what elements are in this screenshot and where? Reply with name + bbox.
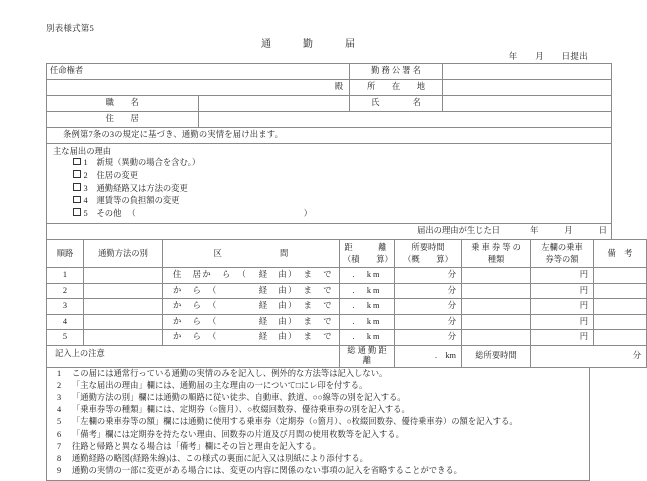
row-remarks-field[interactable] (594, 283, 647, 299)
row-ticket-type-field[interactable] (462, 314, 531, 330)
note-text: 「乗車券等の種類」欄には、定期券（○箇月）、○枚綴回数券、優待乗車券の別を記入する。 (72, 405, 410, 415)
reason-number: 3 (83, 183, 88, 193)
table-row (47, 112, 612, 128)
reason-label: 住居の変更 (96, 170, 138, 180)
note-text: 通勤の実情の一部に変更がある場合には、変更の内容に関係のない事項の記入を省略することができる。 (72, 466, 462, 476)
row-to: ） ま で (288, 270, 333, 280)
reason-item-2[interactable] (51, 170, 611, 183)
occurrence-month: 月 (564, 225, 573, 235)
col-remarks: 備 考 (594, 240, 647, 268)
checkbox-icon[interactable] (73, 196, 81, 204)
col-time-line2: （概 算） (403, 254, 453, 264)
reason-item-1[interactable] (51, 157, 611, 170)
reason-label: 運賃等の負担額の変更 (96, 196, 180, 206)
job-title-field[interactable] (198, 96, 350, 112)
table-row (47, 96, 612, 112)
reason-item-5[interactable] (51, 208, 611, 221)
residence-label: 住 居 (47, 112, 199, 128)
row-section[interactable] (163, 314, 340, 330)
row-section-inner (163, 286, 339, 296)
reason-number: 4 (83, 196, 88, 206)
title-row (46, 34, 590, 50)
reason-label: 新規（異動の場合を含む。） (96, 158, 201, 168)
row-method-field[interactable] (84, 299, 163, 315)
note-text: 通勤経路の略図(経路朱線)は、この様式の裏面に記入又は別紙により添付する。 (72, 453, 368, 463)
row-method-field[interactable] (84, 268, 163, 284)
row-via: 経 由 (258, 301, 289, 311)
row-ticket-type-field[interactable] (462, 330, 531, 346)
row-from-suffix: か ら （ (173, 285, 218, 295)
row-cost[interactable]: 円 (531, 268, 594, 284)
row-time[interactable]: 分 (395, 299, 462, 315)
legal-statement: 条例第7条の3の規定に基づき、通勤の実情を届け出ます。 (47, 128, 612, 144)
row-via: 経 由 (258, 316, 289, 326)
row-from: 住 居 (173, 270, 203, 280)
reason-item-3[interactable] (51, 183, 611, 196)
row-method-field[interactable] (84, 314, 163, 330)
residence-field[interactable] (198, 112, 612, 128)
table-row (47, 367, 590, 481)
row-via: 経 由 (258, 285, 289, 295)
other-open-paren: （ (127, 208, 136, 218)
other-close-paren: ） (303, 208, 313, 218)
col-ticket-type (462, 240, 531, 268)
row-section[interactable] (163, 299, 340, 315)
table-row (47, 128, 612, 144)
col-ticket-cost (531, 240, 594, 268)
header-table (46, 63, 612, 239)
row-remarks-field[interactable] (594, 314, 647, 330)
notes-list-cell (47, 367, 590, 481)
row-section[interactable] (163, 330, 340, 346)
note-number: 6 (57, 429, 62, 439)
occurrence-inner (417, 226, 607, 236)
row-via: 経 由 (258, 270, 289, 280)
note-item-4 (53, 404, 585, 416)
row-ticket-type-field[interactable] (462, 283, 531, 299)
note-text: 「通勤方法の別」欄には通勤の順路に従い徒歩、自動車、鉄道、○○線等の別を記入する。 (72, 392, 406, 402)
row-section[interactable] (163, 268, 340, 284)
row-time[interactable]: 分 (395, 314, 462, 330)
note-item-6 (53, 429, 585, 441)
note-number: 8 (57, 453, 62, 463)
note-item-3 (53, 392, 585, 404)
row-to: ） ま で (288, 316, 333, 326)
row-time[interactable]: 分 (395, 330, 462, 346)
reasons-block (47, 144, 611, 223)
col-ticket-cost-line2: 券等の額 (545, 254, 579, 264)
table-row (47, 80, 612, 96)
office-name-field[interactable] (443, 64, 612, 80)
location-field[interactable] (443, 80, 612, 96)
row-cost[interactable]: 円 (531, 283, 594, 299)
note-number: 9 (57, 466, 62, 476)
total-time-value[interactable]: 分 (531, 345, 647, 367)
row-to: ） ま で (288, 285, 333, 295)
col-section: 区 間 (163, 240, 340, 268)
reason-number: 5 (83, 208, 88, 218)
col-method: 通勤方法の別 (84, 240, 163, 268)
job-title-label: 職 名 (47, 96, 199, 112)
row-method-field[interactable] (84, 330, 163, 346)
name-label: 氏 名 (350, 96, 443, 112)
note-item-7 (53, 441, 585, 453)
row-method-field[interactable] (84, 283, 163, 299)
table-row (47, 299, 647, 315)
total-distance-value[interactable]: . km (395, 345, 462, 367)
note-number: 1 (57, 368, 62, 378)
row-section[interactable] (163, 283, 340, 299)
row-distance[interactable]: . km (340, 268, 395, 284)
note-text: 往路と帰路と異なる場合は「備考」欄にその旨と理由を記入する。 (72, 441, 321, 451)
row-cost[interactable]: 円 (531, 314, 594, 330)
note-item-1 (53, 368, 585, 380)
note-text: この届には通常行っている通勤の実情のみを記入し、例外的な方法等は記入しない。 (72, 368, 388, 378)
row-distance[interactable]: . km (340, 299, 395, 315)
route-table (46, 239, 647, 367)
col-time-line1: 所要時間 (411, 242, 445, 252)
page-title: 通 勤 届 (261, 39, 366, 50)
notes-list (53, 368, 585, 478)
row-section-inner (163, 270, 339, 280)
col-distance (340, 240, 395, 268)
form-number: 別表様式第5 (46, 23, 94, 33)
col-distance-line2: （積 算） (343, 254, 393, 264)
row-order: 5 (47, 330, 84, 346)
row-remarks-field[interactable] (594, 299, 647, 315)
table-row (47, 314, 647, 330)
table-row (47, 268, 647, 284)
notes-block (47, 346, 339, 362)
note-number: 7 (57, 441, 62, 451)
note-number: 4 (57, 405, 62, 415)
row-order: 2 (47, 283, 84, 299)
location-label: 所 在 地 (350, 80, 443, 96)
row-via: 経 由 (258, 332, 289, 342)
total-time-label: 総所要時間 (462, 345, 531, 367)
occurrence-label: 届出の理由が生じた日 (417, 225, 501, 235)
occurrence-year: 年 (530, 225, 539, 235)
row-distance[interactable]: . km (340, 330, 395, 346)
row-order: 4 (47, 314, 84, 330)
reasons-title: 主な届出の理由 (53, 147, 112, 156)
col-distance-line1: 距 離 (344, 242, 390, 252)
submission-date-line: 年 月 日提出 (508, 51, 588, 61)
table-row (47, 283, 647, 299)
row-section-inner (163, 332, 339, 342)
row-from-suffix: か ら （ (173, 332, 218, 342)
appointing-authority-label: 任命権者 (47, 64, 350, 80)
office-name-label: 勤 務 公 署 名 (350, 64, 443, 80)
checkbox-icon[interactable] (73, 158, 81, 166)
row-distance[interactable]: . km (340, 314, 395, 330)
notes-cell (47, 345, 340, 367)
col-ticket-type-line1: 乗 車 券 等 の (471, 242, 521, 252)
col-ticket-cost-line1: 左欄の乗車 (541, 242, 583, 252)
reason-label: その他 (96, 208, 122, 218)
note-number: 2 (57, 380, 62, 390)
reason-item-4[interactable] (51, 195, 611, 208)
checkbox-icon[interactable] (73, 208, 81, 216)
row-order: 3 (47, 299, 84, 315)
notes-title: 記入上の注意 (55, 348, 105, 358)
note-number: 5 (57, 417, 62, 427)
note-item-2 (53, 380, 585, 392)
row-section-inner (163, 301, 339, 311)
row-order: 1 (47, 268, 84, 284)
row-section-inner (163, 317, 339, 327)
reason-label: 通勤経路又は方法の変更 (96, 183, 188, 193)
note-item-5 (53, 416, 585, 428)
row-distance[interactable]: . km (340, 283, 395, 299)
totals-row (47, 345, 647, 367)
row-cost[interactable]: 円 (531, 299, 594, 315)
reason-number: 2 (83, 170, 88, 180)
table-row (47, 144, 612, 224)
note-text: 「主な届出の理由」欄には、通勤届の主な理由の一について□にレ印を付する。 (72, 380, 368, 390)
row-remarks-field[interactable] (594, 330, 647, 346)
checkbox-icon[interactable] (73, 170, 81, 178)
checkbox-icon[interactable] (73, 183, 81, 191)
row-from-suffix: か ら （ (173, 301, 218, 311)
note-item-8 (53, 453, 585, 465)
name-field[interactable] (443, 96, 612, 112)
total-distance-label: 総 通 勤 距 離 (340, 345, 395, 367)
occurrence-cell (47, 224, 612, 240)
note-number: 3 (57, 392, 62, 402)
note-text: 「左欄の乗車券等の額」欄には通勤に使用する乗車券（定期券（○箇月）、○枚綴回数券、優待乗車券）の額を記入する。 (72, 417, 518, 427)
notes-table (46, 367, 590, 481)
row-to: ） ま で (288, 301, 333, 311)
note-item-9 (53, 465, 585, 477)
row-ticket-type-field[interactable] (462, 299, 531, 315)
row-remarks-field[interactable] (594, 268, 647, 284)
row-time[interactable]: 分 (395, 268, 462, 284)
reasons-cell (47, 144, 612, 224)
occurrence-row (47, 225, 611, 239)
col-order: 順路 (47, 240, 84, 268)
table-row (47, 224, 612, 240)
honorific: 殿 (47, 80, 350, 96)
row-cost[interactable]: 円 (531, 330, 594, 346)
row-to: ） ま で (288, 332, 333, 342)
reason-number: 1 (83, 158, 88, 168)
occurrence-day: 日 (598, 225, 607, 235)
col-time (395, 240, 462, 268)
row-time[interactable]: 分 (395, 283, 462, 299)
row-ticket-type-field[interactable] (462, 268, 531, 284)
row-from-suffix: か ら （ (173, 316, 218, 326)
row-from-suffix: か ら （ (202, 270, 248, 280)
col-ticket-type-line2: 種類 (487, 254, 505, 264)
table-header-row (47, 240, 647, 268)
table-row (47, 330, 647, 346)
note-text: 「備考」欄には定期券を持たない理由、回数券の片道及び月間の使用枚数等を記入する。 (72, 429, 404, 439)
table-row (47, 64, 612, 80)
